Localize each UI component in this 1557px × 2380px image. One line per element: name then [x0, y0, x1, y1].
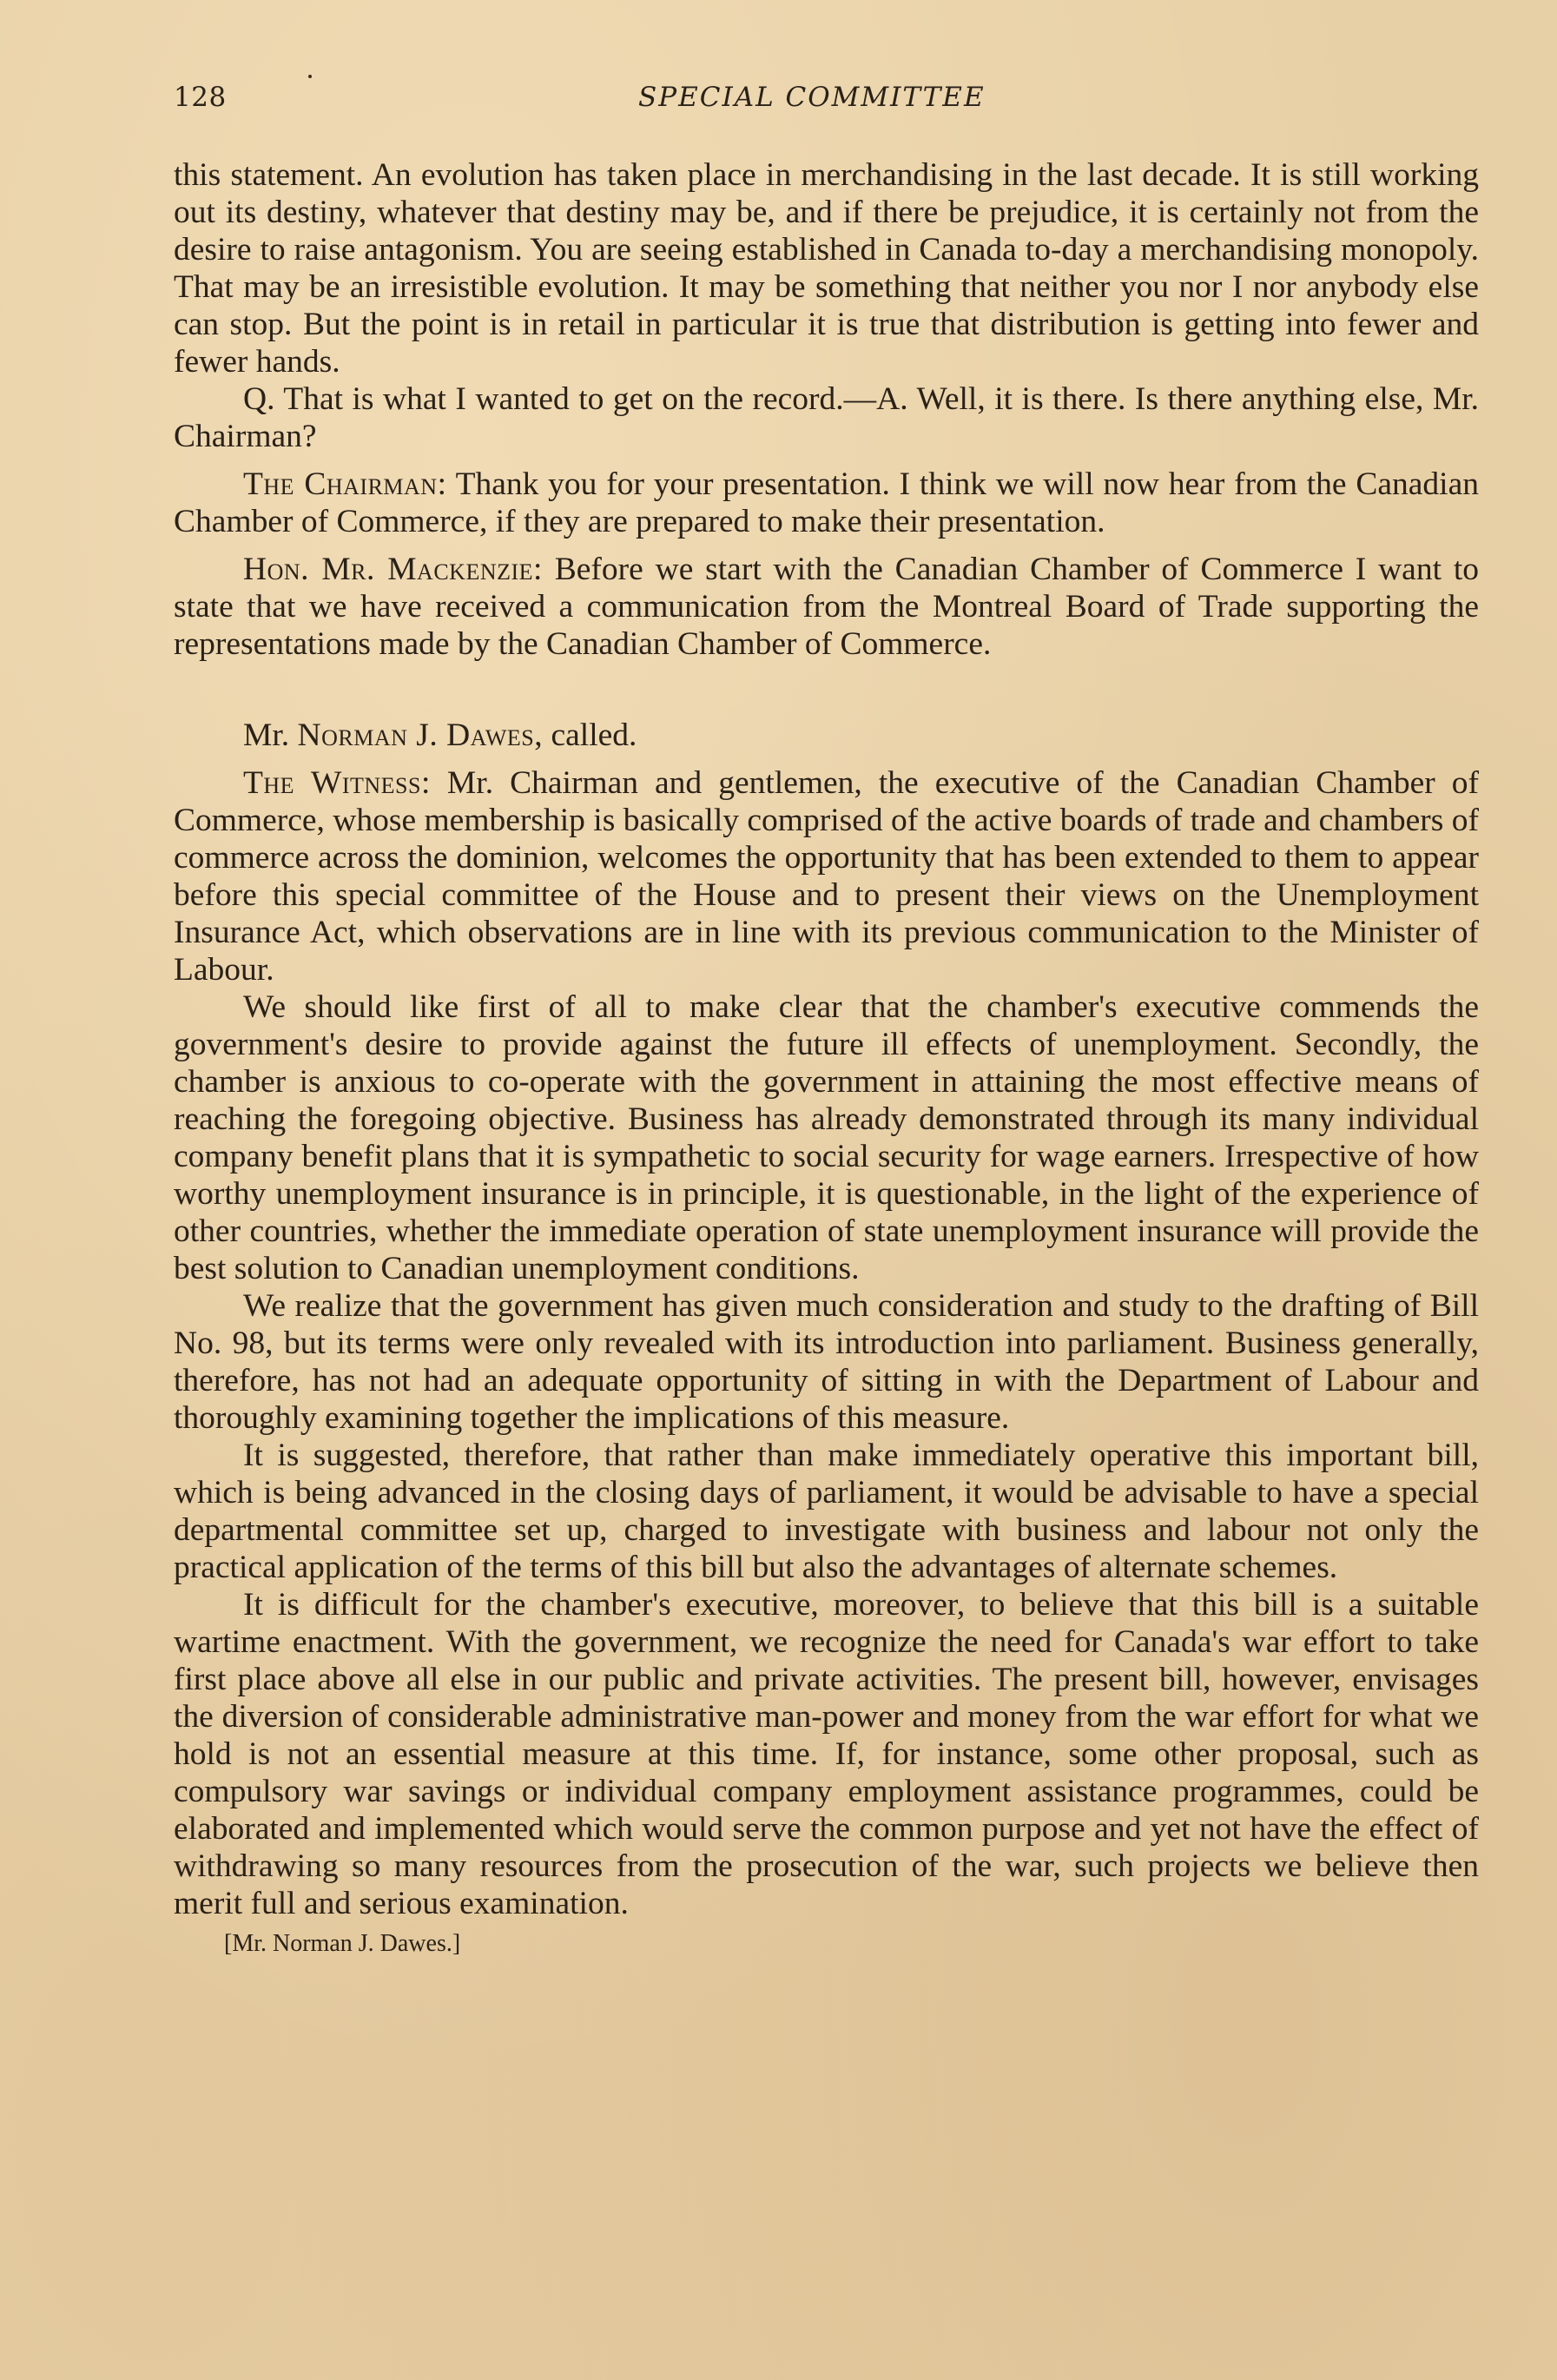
witness-footnote: [Mr. Norman J. Dawes.] — [224, 1930, 461, 1957]
speaker-chairman: The Chairman: — [243, 466, 447, 502]
paragraph-statement-5: It is difficult for the chamber's executive, moreover, to believe that this bill is a suitable wartime enactment. With the government, we recognize the need for Canada's war effort to take first place above all else in our public and private activities. The present bill, however, envisages the diversion of considerable administrative man-power and money from the war effort for what we hold is not an essential measure at this time. If, for instance, some other proposal, such as compulsory war savings or individual company employment assistance programmes, could be elaborated and implemented which would serve the common purpose and yet not have the effect of withdrawing so many resources from the prosecution of the war, such projects we believe then merit full and serious examination. — [174, 1587, 1479, 1921]
paragraph-mackenzie: Hon. Mr. Mackenzie: Before we start with the Canadian Chamber of Commerce I want to state that we have received a communication from the Montreal Board of Trade supporting the representations made by the Canadian Chamber of Commerce. — [174, 552, 1479, 662]
body-text — [174, 156, 1479, 1959]
paragraph-continuation: this statement. An evolution has taken place in merchandising in the last decade. It is still working out its destiny, whatever that destiny may be, and if there be prejudice, it is certainly not from the desire to raise antagonism. You are seeing established in Canada to-day a merchandising monopoly. That may be an irresistible evolution. It may be something that neither you nor I nor anybody else can stop. But the point is in retail in particular it is true that distribution is getting into fewer and fewer hands. — [174, 157, 1479, 380]
speaker-mackenzie: Hon. Mr. Mackenzie: — [243, 552, 543, 587]
speaker-witness: The Witness: — [243, 765, 431, 801]
paragraph-statement-4: It is suggested, therefore, that rather than make immediately operative this important bill, which is being advanced in the closing days of parliament, it would be advisable to have a special departmental committee set up, charged to investigate with business and labour not only the practical application of the terms of this bill but also the advantages of alternate schemes. — [174, 1438, 1479, 1585]
witness-name: Norman J. Dawes, — [297, 717, 544, 753]
ink-speck — [308, 75, 312, 78]
paragraph-witness-called: Mr. Norman J. Dawes, called. — [243, 717, 637, 753]
paragraph-witness-statement: The Witness: Mr. Chairman and gentlemen, the executive of the Canadian Chamber of Commerce, whose membership is basically comprised of the active boards of trade and chambers of commerce across the dominion, welcomes the opportunity that has been extended to them to appear before this special committee of the House and to present their views on the Unemployment Insurance Act, which observations are in line with its previous communication to the Minister of Labour. — [174, 765, 1479, 988]
paragraph-statement-3: We realize that the government has given much consideration and study to the drafting of Bill No. 98, but its terms were only revealed with its introduction into parliament. Business generally, therefore, has not had an adequate opportunity of sitting in with the Department of Labour and thoroughly examining together the implications of this measure. — [174, 1288, 1479, 1436]
paragraph-question: Q. That is what I wanted to get on the record.—A. Well, it is there. Is there anything else, Mr. Chairman? — [174, 381, 1479, 454]
running-header — [174, 82, 1476, 122]
paragraph-chairman: The Chairman: Thank you for your presentation. I think we will now hear from the Canadian Chamber of Commerce, if they are prepared to make their presentation. — [174, 466, 1479, 539]
page-number: 128 — [174, 82, 227, 113]
running-title: SPECIAL COMMITTEE — [638, 82, 986, 113]
paragraph-statement-2: We should like first of all to make clear that the chamber's executive commends the government's desire to provide against the future ill effects of unemployment. Secondly, the chamber is anxious to co-operate with the government in attaining the most effective means of reaching the foregoing objective. Business has already demonstrated through its many individual company benefit plans that it is sympathetic to social security for wage earners. Irrespective of how worthy unemployment insurance is in principle, it is questionable, in the light of the experience of other countries, whether the immediate operation of state unemployment insurance will provide the best solution to Canadian unemployment conditions. — [174, 989, 1479, 1286]
